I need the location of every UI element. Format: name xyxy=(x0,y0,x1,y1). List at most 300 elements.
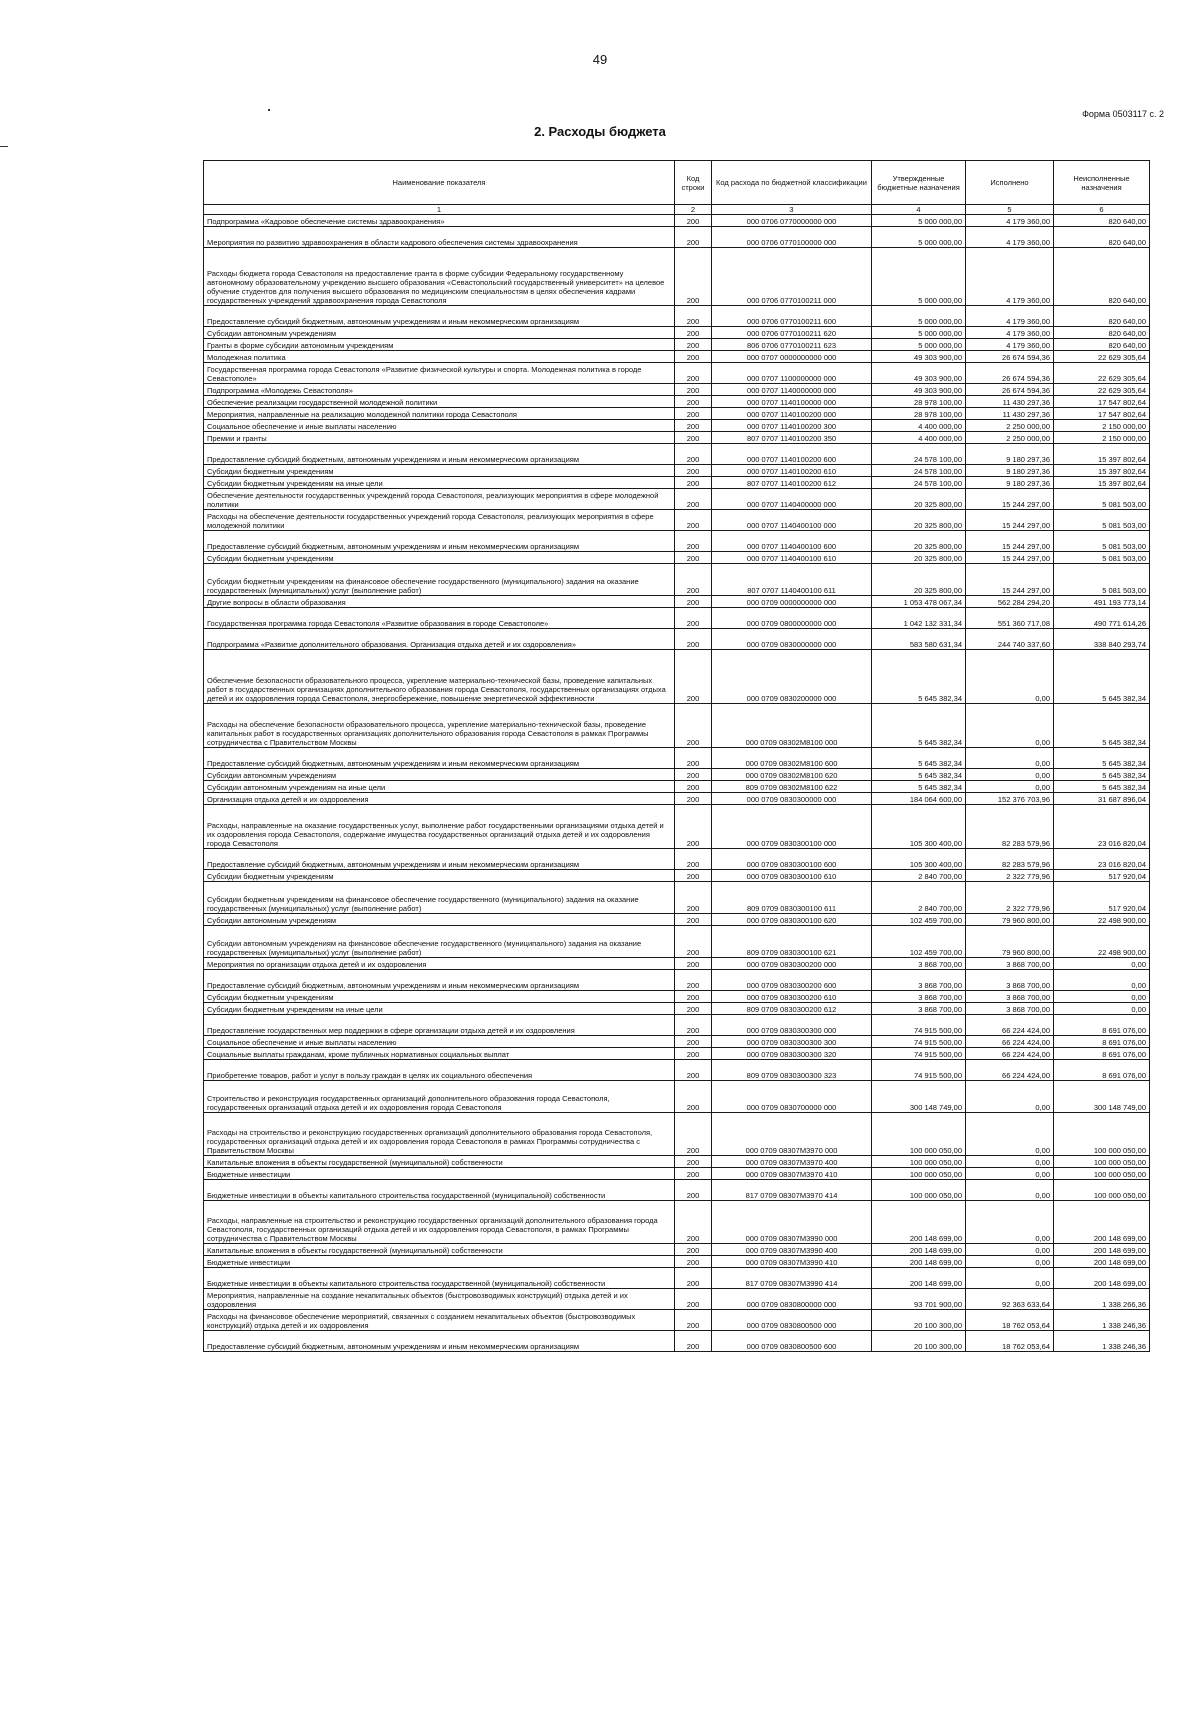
row-executed-amount: 18 762 053,64 xyxy=(966,1331,1054,1352)
row-executed-amount: 66 224 424,00 xyxy=(966,1060,1054,1081)
table-row xyxy=(204,552,1150,564)
row-unexecuted-amount: 820 640,00 xyxy=(1054,248,1150,306)
row-executed-amount: 0,00 xyxy=(966,1180,1054,1201)
table-row xyxy=(204,1003,1150,1015)
row-executed-amount: 562 284 294,20 xyxy=(966,596,1054,608)
row-unexecuted-amount: 22 629 305,64 xyxy=(1054,351,1150,363)
row-executed-amount: 2 322 779,96 xyxy=(966,882,1054,914)
page-number: 49 xyxy=(592,52,608,67)
row-approved-amount: 5 645 382,34 xyxy=(872,748,966,769)
expenses-table xyxy=(203,160,1150,1352)
row-unexecuted-amount: 0,00 xyxy=(1054,1003,1150,1015)
row-classification-code: 000 0707 0000000000 000 xyxy=(712,351,872,363)
row-executed-amount: 4 179 360,00 xyxy=(966,306,1054,327)
row-name: Расходы, направленные на оказание государственных услуг, выполнение работ государственными организациями отдыха детей и их оздоровления города Севастополя, содержание имущества государственных организаций отдыха детей и их оздоровления города Севастополя xyxy=(204,805,675,849)
row-executed-amount: 9 180 297,36 xyxy=(966,444,1054,465)
row-classification-code: 000 0709 0830800500 600 xyxy=(712,1331,872,1352)
row-approved-amount: 200 148 699,00 xyxy=(872,1201,966,1244)
row-executed-amount: 11 430 297,36 xyxy=(966,396,1054,408)
row-executed-amount: 82 283 579,96 xyxy=(966,849,1054,870)
row-unexecuted-amount: 8 691 076,00 xyxy=(1054,1036,1150,1048)
row-unexecuted-amount: 338 840 293,74 xyxy=(1054,629,1150,650)
page-title: 2. Расходы бюджета xyxy=(534,124,666,139)
row-name: Субсидии бюджетным учреждениям xyxy=(204,991,675,1003)
row-unexecuted-amount: 5 645 382,34 xyxy=(1054,781,1150,793)
row-name: Субсидии бюджетным учреждениям xyxy=(204,465,675,477)
row-unexecuted-amount: 5 645 382,34 xyxy=(1054,650,1150,704)
row-classification-code: 000 0709 08307М3990 000 xyxy=(712,1201,872,1244)
row-line-code: 200 xyxy=(675,215,712,227)
row-name: Другие вопросы в области образования xyxy=(204,596,675,608)
row-line-code: 200 xyxy=(675,970,712,991)
row-executed-amount: 2 322 779,96 xyxy=(966,870,1054,882)
row-approved-amount: 2 840 700,00 xyxy=(872,882,966,914)
row-line-code: 200 xyxy=(675,384,712,396)
row-classification-code: 000 0707 1140100000 000 xyxy=(712,396,872,408)
table-row xyxy=(204,1268,1150,1289)
row-classification-code: 000 0709 0830300200 600 xyxy=(712,970,872,991)
table-row xyxy=(204,629,1150,650)
row-classification-code: 000 0709 0830300200 000 xyxy=(712,958,872,970)
row-executed-amount: 244 740 337,60 xyxy=(966,629,1054,650)
row-classification-code: 000 0709 08307М3990 410 xyxy=(712,1256,872,1268)
row-approved-amount: 583 580 631,34 xyxy=(872,629,966,650)
row-line-code: 200 xyxy=(675,1015,712,1036)
col-header-classification: Код расхода по бюджетной классификации xyxy=(712,161,872,205)
row-unexecuted-amount: 0,00 xyxy=(1054,958,1150,970)
row-approved-amount: 5 645 382,34 xyxy=(872,704,966,748)
table-row xyxy=(204,1081,1150,1113)
table-row xyxy=(204,805,1150,849)
table-row xyxy=(204,1256,1150,1268)
row-approved-amount: 28 978 100,00 xyxy=(872,408,966,420)
column-number-row xyxy=(204,205,1150,215)
row-approved-amount: 74 915 500,00 xyxy=(872,1036,966,1048)
row-name: Расходы на обеспечение безопасности образовательного процесса, укрепление материально-технической базы, проведение капитальных работ в государственных организациях дополнительного образования города Севастополя в рамках Программы сотрудничества с Правительством Москвы xyxy=(204,704,675,748)
row-approved-amount: 5 645 382,34 xyxy=(872,781,966,793)
row-executed-amount: 3 868 700,00 xyxy=(966,991,1054,1003)
table-row xyxy=(204,564,1150,596)
row-name: Предоставление субсидий бюджетным, автономным учреждениям и иным некоммерческим организациям xyxy=(204,748,675,769)
row-unexecuted-amount: 22 498 900,00 xyxy=(1054,914,1150,926)
table-row xyxy=(204,1244,1150,1256)
row-name: Субсидии автономным учреждениям на финансовое обеспечение государственного (муниципального) задания на оказание государственных (муниципальных) услуг (выполнение работ) xyxy=(204,926,675,958)
table-row xyxy=(204,970,1150,991)
row-unexecuted-amount: 22 498 900,00 xyxy=(1054,926,1150,958)
row-line-code: 200 xyxy=(675,769,712,781)
row-classification-code: 000 0707 1140400000 000 xyxy=(712,489,872,510)
row-approved-amount: 20 325 800,00 xyxy=(872,564,966,596)
row-line-code: 200 xyxy=(675,1201,712,1244)
row-unexecuted-amount: 200 148 699,00 xyxy=(1054,1244,1150,1256)
row-line-code: 200 xyxy=(675,248,712,306)
row-approved-amount: 5 000 000,00 xyxy=(872,339,966,351)
row-name: Организация отдыха детей и их оздоровления xyxy=(204,793,675,805)
row-approved-amount: 1 042 132 331,34 xyxy=(872,608,966,629)
row-unexecuted-amount: 22 629 305,64 xyxy=(1054,384,1150,396)
row-line-code: 200 xyxy=(675,363,712,384)
row-executed-amount: 3 868 700,00 xyxy=(966,1003,1054,1015)
row-classification-code: 000 0707 1140400100 610 xyxy=(712,552,872,564)
row-name: Обеспечение реализации государственной молодежной политики xyxy=(204,396,675,408)
row-executed-amount: 4 179 360,00 xyxy=(966,227,1054,248)
row-classification-code: 809 0709 0830300100 621 xyxy=(712,926,872,958)
row-classification-code: 000 0707 1140000000 000 xyxy=(712,384,872,396)
row-unexecuted-amount: 820 640,00 xyxy=(1054,339,1150,351)
table-row xyxy=(204,1289,1150,1310)
row-executed-amount: 0,00 xyxy=(966,1156,1054,1168)
row-name: Мероприятия, направленные на реализацию молодежной политики города Севастополя xyxy=(204,408,675,420)
row-unexecuted-amount: 5 081 503,00 xyxy=(1054,531,1150,552)
row-line-code: 200 xyxy=(675,870,712,882)
row-name: Бюджетные инвестиции в объекты капитального строительства государственной (муниципальной) собственности xyxy=(204,1268,675,1289)
row-approved-amount: 74 915 500,00 xyxy=(872,1048,966,1060)
row-unexecuted-amount: 200 148 699,00 xyxy=(1054,1256,1150,1268)
row-classification-code: 000 0709 0830800000 000 xyxy=(712,1289,872,1310)
row-unexecuted-amount: 22 629 305,64 xyxy=(1054,363,1150,384)
row-classification-code: 000 0709 0830000000 000 xyxy=(712,629,872,650)
row-executed-amount: 0,00 xyxy=(966,748,1054,769)
row-unexecuted-amount: 23 016 820,04 xyxy=(1054,805,1150,849)
table-row xyxy=(204,769,1150,781)
col-header-line-code: Код строки xyxy=(675,161,712,205)
row-executed-amount: 9 180 297,36 xyxy=(966,477,1054,489)
row-approved-amount: 200 148 699,00 xyxy=(872,1256,966,1268)
row-executed-amount: 0,00 xyxy=(966,1113,1054,1156)
row-line-code: 200 xyxy=(675,339,712,351)
row-classification-code: 000 0709 0830300300 000 xyxy=(712,1015,872,1036)
table-row xyxy=(204,608,1150,629)
row-name: Обеспечение безопасности образовательного процесса, укрепление материально-технической базы, проведение капитальных работ в государственных организациях дополнительного образования города Севастополя, государственных организациях отдыха детей и их оздоровления города Севастополя, энергосбережение, повышение энергетической эффективности xyxy=(204,650,675,704)
table-row xyxy=(204,704,1150,748)
row-unexecuted-amount: 517 920,04 xyxy=(1054,870,1150,882)
table-row xyxy=(204,1331,1150,1352)
row-executed-amount: 4 179 360,00 xyxy=(966,339,1054,351)
row-line-code: 200 xyxy=(675,1156,712,1168)
row-line-code: 200 xyxy=(675,991,712,1003)
row-name: Предоставление субсидий бюджетным, автономным учреждениям и иным некоммерческим организациям xyxy=(204,970,675,991)
row-executed-amount: 26 674 594,36 xyxy=(966,384,1054,396)
row-classification-code: 809 0709 0830300300 323 xyxy=(712,1060,872,1081)
row-approved-amount: 24 578 100,00 xyxy=(872,465,966,477)
table-row xyxy=(204,793,1150,805)
row-unexecuted-amount: 0,00 xyxy=(1054,991,1150,1003)
row-name: Бюджетные инвестиции xyxy=(204,1256,675,1268)
row-unexecuted-amount: 0,00 xyxy=(1054,970,1150,991)
row-name: Предоставление субсидий бюджетным, автономным учреждениям и иным некоммерческим организациям xyxy=(204,1331,675,1352)
row-executed-amount: 4 179 360,00 xyxy=(966,215,1054,227)
row-approved-amount: 93 701 900,00 xyxy=(872,1289,966,1310)
row-executed-amount: 0,00 xyxy=(966,769,1054,781)
row-executed-amount: 0,00 xyxy=(966,704,1054,748)
row-line-code: 200 xyxy=(675,564,712,596)
table-row xyxy=(204,465,1150,477)
row-approved-amount: 20 325 800,00 xyxy=(872,531,966,552)
row-name: Социальное обеспечение и иные выплаты населению xyxy=(204,1036,675,1048)
row-line-code: 200 xyxy=(675,1268,712,1289)
row-classification-code: 000 0709 0000000000 000 xyxy=(712,596,872,608)
table-header-row xyxy=(204,161,1150,205)
row-executed-amount: 0,00 xyxy=(966,781,1054,793)
row-approved-amount: 3 868 700,00 xyxy=(872,991,966,1003)
col-number-2: 2 xyxy=(675,205,712,215)
row-executed-amount: 0,00 xyxy=(966,1081,1054,1113)
row-unexecuted-amount: 2 150 000,00 xyxy=(1054,432,1150,444)
row-name: Предоставление государственных мер поддержки в сфере организации отдыха детей и их оздоровления xyxy=(204,1015,675,1036)
row-executed-amount: 3 868 700,00 xyxy=(966,958,1054,970)
row-unexecuted-amount: 15 397 802,64 xyxy=(1054,444,1150,465)
row-executed-amount: 15 244 297,00 xyxy=(966,564,1054,596)
row-line-code: 200 xyxy=(675,1048,712,1060)
row-unexecuted-amount: 300 148 749,00 xyxy=(1054,1081,1150,1113)
row-approved-amount: 100 000 050,00 xyxy=(872,1156,966,1168)
row-name: Мероприятия, направленные на создание некапитальных объектов (быстровозводимых конструкций) отдыха детей и их оздоровления xyxy=(204,1289,675,1310)
row-executed-amount: 551 360 717,08 xyxy=(966,608,1054,629)
table-row xyxy=(204,477,1150,489)
row-approved-amount: 20 100 300,00 xyxy=(872,1331,966,1352)
table-row xyxy=(204,227,1150,248)
row-unexecuted-amount: 5 081 503,00 xyxy=(1054,510,1150,531)
row-approved-amount: 102 459 700,00 xyxy=(872,926,966,958)
row-classification-code: 000 0707 1140400100 000 xyxy=(712,510,872,531)
row-classification-code: 000 0707 1100000000 000 xyxy=(712,363,872,384)
row-approved-amount: 200 148 699,00 xyxy=(872,1244,966,1256)
row-classification-code: 000 0706 0770100211 600 xyxy=(712,306,872,327)
row-unexecuted-amount: 5 645 382,34 xyxy=(1054,769,1150,781)
row-classification-code: 000 0706 0770100000 000 xyxy=(712,227,872,248)
row-approved-amount: 4 400 000,00 xyxy=(872,420,966,432)
row-classification-code: 000 0709 08307М3970 410 xyxy=(712,1168,872,1180)
row-approved-amount: 100 000 050,00 xyxy=(872,1168,966,1180)
row-name: Предоставление субсидий бюджетным, автономным учреждениям и иным некоммерческим организациям xyxy=(204,306,675,327)
row-approved-amount: 100 000 050,00 xyxy=(872,1113,966,1156)
row-unexecuted-amount: 200 148 699,00 xyxy=(1054,1268,1150,1289)
row-line-code: 200 xyxy=(675,1180,712,1201)
row-approved-amount: 200 148 699,00 xyxy=(872,1268,966,1289)
row-line-code: 200 xyxy=(675,227,712,248)
table-row xyxy=(204,1156,1150,1168)
row-name: Обеспечение деятельности государственных учреждений города Севастополя, реализующих мероприятия в сфере молодежной политики xyxy=(204,489,675,510)
row-classification-code: 000 0709 0830300300 300 xyxy=(712,1036,872,1048)
row-name: Гранты в форме субсидии автономным учреждениям xyxy=(204,339,675,351)
row-approved-amount: 28 978 100,00 xyxy=(872,396,966,408)
row-line-code: 200 xyxy=(675,1113,712,1156)
row-name: Социальные выплаты гражданам, кроме публичных нормативных социальных выплат xyxy=(204,1048,675,1060)
row-name: Предоставление субсидий бюджетным, автономным учреждениям и иным некоммерческим организациям xyxy=(204,444,675,465)
row-classification-code: 000 0707 1140100200 600 xyxy=(712,444,872,465)
row-approved-amount: 4 400 000,00 xyxy=(872,432,966,444)
row-name: Государственная программа города Севастополя «Развитие физической культуры и спорта. Молодежная политика в городе Севастополе» xyxy=(204,363,675,384)
col-header-approved: Утвержденные бюджетные назначения xyxy=(872,161,966,205)
row-unexecuted-amount: 820 640,00 xyxy=(1054,306,1150,327)
table-row xyxy=(204,1168,1150,1180)
row-approved-amount: 20 100 300,00 xyxy=(872,1310,966,1331)
col-number-6: 6 xyxy=(1054,205,1150,215)
row-unexecuted-amount: 5 645 382,34 xyxy=(1054,704,1150,748)
row-line-code: 200 xyxy=(675,1256,712,1268)
row-classification-code: 807 0707 1140100200 350 xyxy=(712,432,872,444)
row-executed-amount: 4 179 360,00 xyxy=(966,248,1054,306)
row-name: Капитальные вложения в объекты государственной (муниципальной) собственности xyxy=(204,1156,675,1168)
row-line-code: 200 xyxy=(675,531,712,552)
row-name: Капитальные вложения в объекты государственной (муниципальной) собственности xyxy=(204,1244,675,1256)
row-line-code: 200 xyxy=(675,1168,712,1180)
row-line-code: 200 xyxy=(675,1036,712,1048)
col-number-4: 4 xyxy=(872,205,966,215)
row-approved-amount: 24 578 100,00 xyxy=(872,444,966,465)
row-approved-amount: 49 303 900,00 xyxy=(872,351,966,363)
row-unexecuted-amount: 5 081 503,00 xyxy=(1054,489,1150,510)
row-approved-amount: 49 303 900,00 xyxy=(872,384,966,396)
row-name: Расходы, направленные на строительство и реконструкцию государственных организаций дополнительного образования города Севастополя, государственных организаций отдыха детей и их оздоровления города Севастополя, в рамках Программы сотрудничества с Правительством Москвы xyxy=(204,1201,675,1244)
row-name: Социальное обеспечение и иные выплаты населению xyxy=(204,420,675,432)
row-line-code: 200 xyxy=(675,1081,712,1113)
row-line-code: 200 xyxy=(675,629,712,650)
row-classification-code: 000 0709 08302М8100 620 xyxy=(712,769,872,781)
table-row xyxy=(204,363,1150,384)
row-classification-code: 000 0709 0830300100 610 xyxy=(712,870,872,882)
table-row xyxy=(204,1201,1150,1244)
col-header-unexecuted: Неисполненные назначения xyxy=(1054,161,1150,205)
row-unexecuted-amount: 517 920,04 xyxy=(1054,882,1150,914)
row-unexecuted-amount: 23 016 820,04 xyxy=(1054,849,1150,870)
row-name: Расходы на строительство и реконструкцию государственных организаций дополнительного образования города Севастополя, государственных организаций отдыха детей и их оздоровления города Севастополя в рамках Программы сотрудничества с Правительством Москвы xyxy=(204,1113,675,1156)
col-number-1: 1 xyxy=(204,205,675,215)
table-row xyxy=(204,1113,1150,1156)
row-unexecuted-amount: 1 338 246,36 xyxy=(1054,1331,1150,1352)
row-approved-amount: 184 064 600,00 xyxy=(872,793,966,805)
row-name: Премии и гранты xyxy=(204,432,675,444)
row-executed-amount: 66 224 424,00 xyxy=(966,1048,1054,1060)
row-classification-code: 809 0709 08302М8100 622 xyxy=(712,781,872,793)
row-executed-amount: 79 960 800,00 xyxy=(966,926,1054,958)
row-unexecuted-amount: 820 640,00 xyxy=(1054,327,1150,339)
row-executed-amount: 9 180 297,36 xyxy=(966,465,1054,477)
table-row xyxy=(204,1310,1150,1331)
row-unexecuted-amount: 8 691 076,00 xyxy=(1054,1015,1150,1036)
row-unexecuted-amount: 490 771 614,26 xyxy=(1054,608,1150,629)
row-name: Субсидии бюджетным учреждениям xyxy=(204,870,675,882)
row-line-code: 200 xyxy=(675,793,712,805)
scan-margin-mark xyxy=(0,146,8,147)
table-row xyxy=(204,870,1150,882)
form-code: Форма 0503117 с. 2 xyxy=(1082,109,1164,119)
table-row xyxy=(204,327,1150,339)
row-name: Государственная программа города Севастополя «Развитие образования в городе Севастополе» xyxy=(204,608,675,629)
row-executed-amount: 26 674 594,36 xyxy=(966,363,1054,384)
row-name: Субсидии автономным учреждениям xyxy=(204,769,675,781)
row-unexecuted-amount: 820 640,00 xyxy=(1054,215,1150,227)
row-executed-amount: 4 179 360,00 xyxy=(966,327,1054,339)
row-classification-code: 817 0709 08307М3970 414 xyxy=(712,1180,872,1201)
row-unexecuted-amount: 200 148 699,00 xyxy=(1054,1201,1150,1244)
table-row xyxy=(204,882,1150,914)
row-executed-amount: 0,00 xyxy=(966,650,1054,704)
row-name: Предоставление субсидий бюджетным, автономным учреждениям и иным некоммерческим организациям xyxy=(204,531,675,552)
row-name: Строительство и реконструкция государственных организаций дополнительного образования города Севастополя, государственных организаций отдыха детей и их оздоровления города Севастополя xyxy=(204,1081,675,1113)
row-line-code: 200 xyxy=(675,914,712,926)
row-executed-amount: 15 244 297,00 xyxy=(966,552,1054,564)
row-classification-code: 000 0709 0830300300 320 xyxy=(712,1048,872,1060)
row-classification-code: 809 0709 0830300100 611 xyxy=(712,882,872,914)
col-header-name: Наименование показателя xyxy=(204,161,675,205)
row-line-code: 200 xyxy=(675,408,712,420)
row-line-code: 200 xyxy=(675,1331,712,1352)
row-unexecuted-amount: 5 645 382,34 xyxy=(1054,748,1150,769)
row-unexecuted-amount: 1 338 246,36 xyxy=(1054,1310,1150,1331)
table-row xyxy=(204,1036,1150,1048)
row-line-code: 200 xyxy=(675,1310,712,1331)
row-unexecuted-amount: 100 000 050,00 xyxy=(1054,1180,1150,1201)
row-executed-amount: 26 674 594,36 xyxy=(966,351,1054,363)
table-row xyxy=(204,958,1150,970)
row-classification-code: 000 0706 0770100211 000 xyxy=(712,248,872,306)
row-line-code: 200 xyxy=(675,650,712,704)
row-approved-amount: 1 053 478 067,34 xyxy=(872,596,966,608)
row-name: Субсидии автономным учреждениям на иные цели xyxy=(204,781,675,793)
row-name: Мероприятия по организации отдыха детей и их оздоровления xyxy=(204,958,675,970)
row-unexecuted-amount: 820 640,00 xyxy=(1054,227,1150,248)
row-line-code: 200 xyxy=(675,748,712,769)
row-name: Расходы бюджета города Севастополя на предоставление гранта в форме субсидии Федеральному государственному автономному образовательному учреждению высшего образования «Севастопольский государственный университет» на целевое обучение студентов для получения высшего образования по медицинским специальностям в целях обеспечения кадрами государственных учреждений здравоохранения города Севастополя xyxy=(204,248,675,306)
row-approved-amount: 5 000 000,00 xyxy=(872,227,966,248)
row-executed-amount: 66 224 424,00 xyxy=(966,1036,1054,1048)
table-row xyxy=(204,596,1150,608)
col-header-executed: Исполнено xyxy=(966,161,1054,205)
row-approved-amount: 3 868 700,00 xyxy=(872,970,966,991)
row-classification-code: 807 0707 1140100200 612 xyxy=(712,477,872,489)
row-approved-amount: 5 000 000,00 xyxy=(872,248,966,306)
table-row xyxy=(204,650,1150,704)
row-name: Расходы на финансовое обеспечение мероприятий, связанных с созданием некапитальных объектов (быстровозводимых конструкций) отдыха детей и их оздоровления xyxy=(204,1310,675,1331)
row-line-code: 200 xyxy=(675,351,712,363)
row-unexecuted-amount: 8 691 076,00 xyxy=(1054,1048,1150,1060)
row-name: Субсидии бюджетным учреждениям на иные цели xyxy=(204,1003,675,1015)
col-number-5: 5 xyxy=(966,205,1054,215)
row-classification-code: 000 0709 0800000000 000 xyxy=(712,608,872,629)
table-row xyxy=(204,531,1150,552)
row-classification-code: 000 0709 0830300100 600 xyxy=(712,849,872,870)
table-row xyxy=(204,339,1150,351)
row-name: Субсидии бюджетным учреждениям на финансовое обеспечение государственного (муниципального) задания на оказание государственных (муниципальных) услуг (выполнение работ) xyxy=(204,882,675,914)
row-classification-code: 000 0709 08307М3970 400 xyxy=(712,1156,872,1168)
row-line-code: 200 xyxy=(675,1244,712,1256)
row-executed-amount: 82 283 579,96 xyxy=(966,805,1054,849)
row-approved-amount: 3 868 700,00 xyxy=(872,1003,966,1015)
row-unexecuted-amount: 5 081 503,00 xyxy=(1054,564,1150,596)
row-approved-amount: 102 459 700,00 xyxy=(872,914,966,926)
row-executed-amount: 0,00 xyxy=(966,1244,1054,1256)
row-classification-code: 000 0706 0770000000 000 xyxy=(712,215,872,227)
row-executed-amount: 66 224 424,00 xyxy=(966,1015,1054,1036)
row-approved-amount: 74 915 500,00 xyxy=(872,1060,966,1081)
table-row xyxy=(204,914,1150,926)
row-name: Подпрограмма «Кадровое обеспечение системы здравоохранения» xyxy=(204,215,675,227)
row-line-code: 200 xyxy=(675,477,712,489)
row-executed-amount: 152 376 703,96 xyxy=(966,793,1054,805)
row-line-code: 200 xyxy=(675,306,712,327)
row-approved-amount: 105 300 400,00 xyxy=(872,849,966,870)
row-classification-code: 809 0709 0830300200 612 xyxy=(712,1003,872,1015)
row-unexecuted-amount: 1 338 266,36 xyxy=(1054,1289,1150,1310)
row-classification-code: 000 0709 0830700000 000 xyxy=(712,1081,872,1113)
row-classification-code: 000 0709 0830800500 000 xyxy=(712,1310,872,1331)
row-line-code: 200 xyxy=(675,608,712,629)
row-executed-amount: 92 363 633,64 xyxy=(966,1289,1054,1310)
row-approved-amount: 5 645 382,34 xyxy=(872,769,966,781)
row-approved-amount: 2 840 700,00 xyxy=(872,870,966,882)
row-approved-amount: 3 868 700,00 xyxy=(872,958,966,970)
